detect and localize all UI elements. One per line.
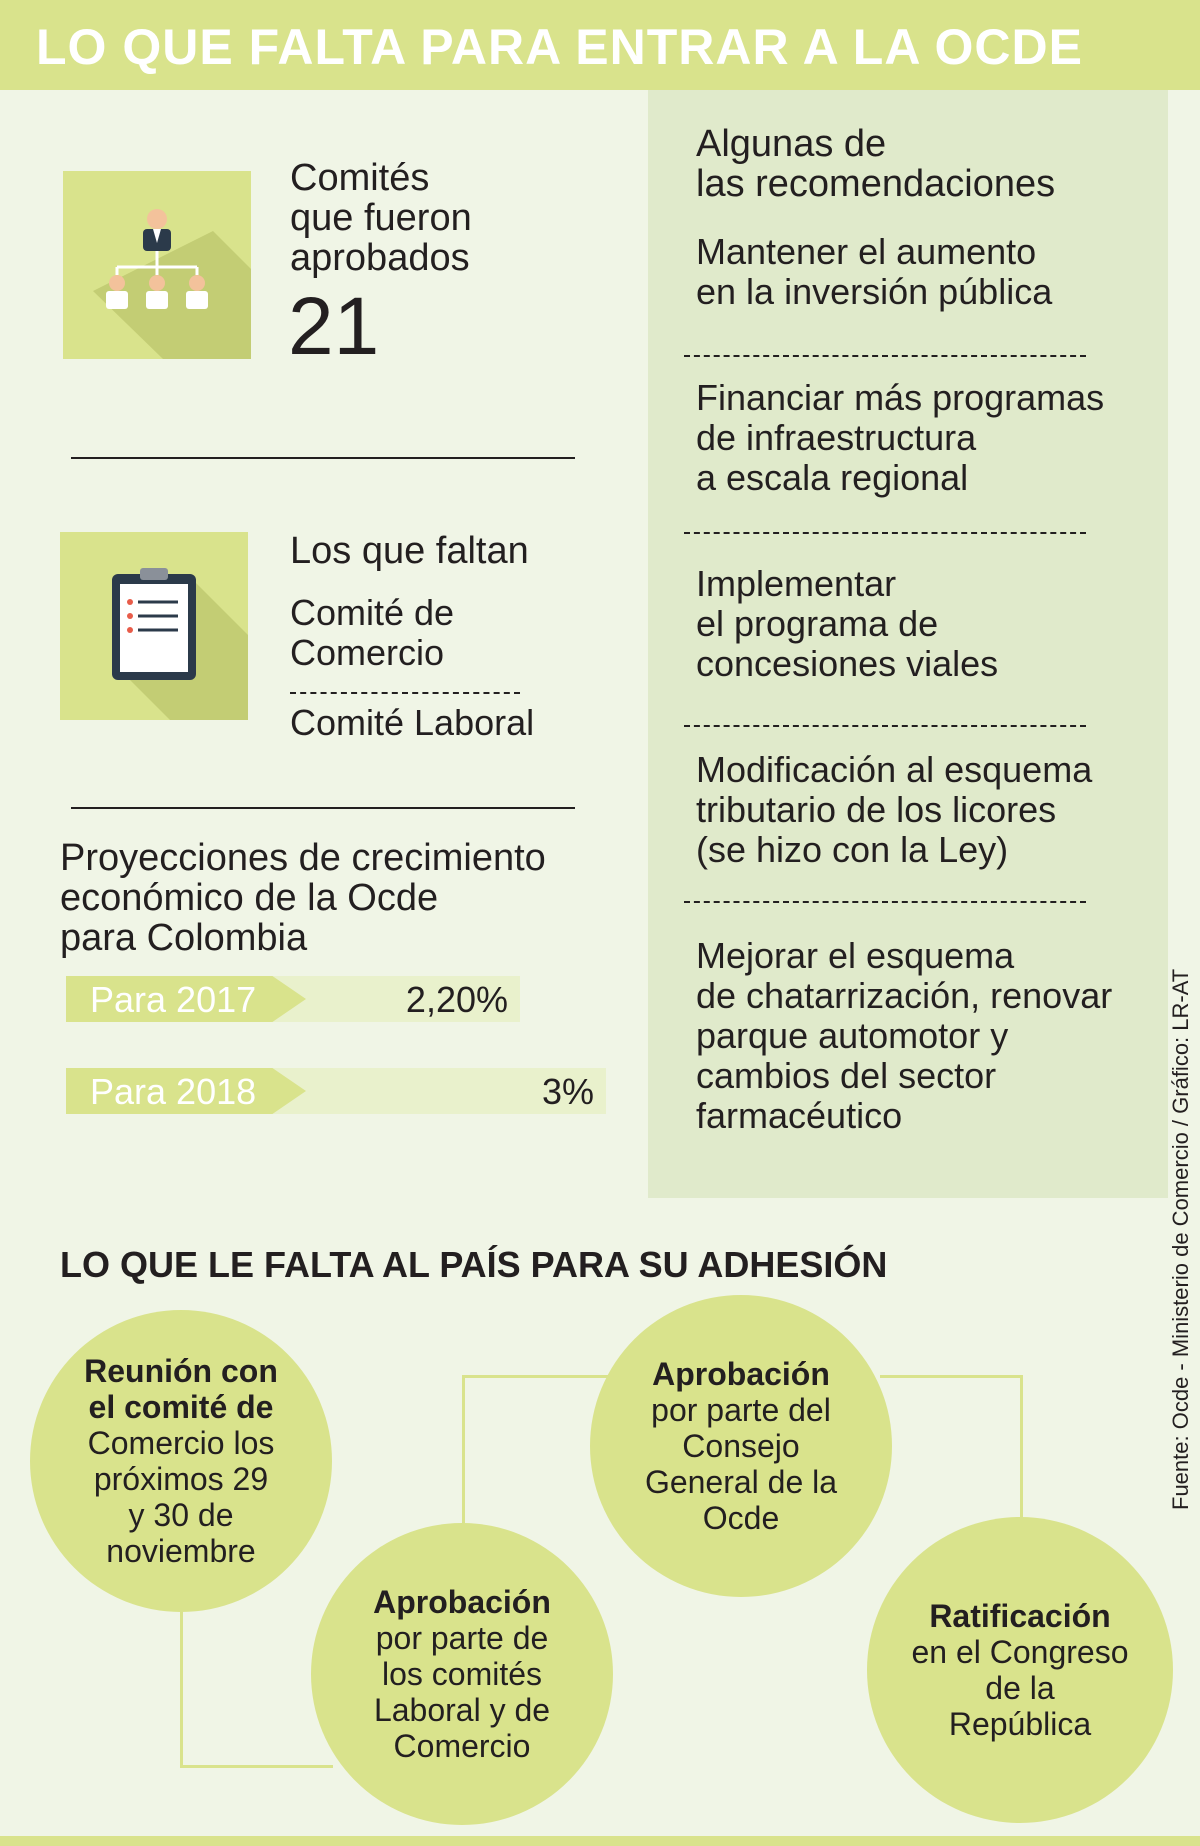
dashed-divider xyxy=(684,725,1086,727)
bottom-band xyxy=(0,1836,1200,1846)
projection-row-2017 xyxy=(66,976,520,1022)
projection-value: 2,20% xyxy=(405,979,508,1020)
recommendation-line: el programa de xyxy=(696,603,939,644)
projections-title-line-1: Proyecciones de crecimiento xyxy=(60,837,546,879)
step-title: Ratificación xyxy=(929,1598,1111,1634)
recommendation-line: Mejorar el esquema xyxy=(696,935,1015,976)
source-credit: Fuente: Ocde - Ministerio de Comercio / Gráfico: LR-AT xyxy=(1168,968,1193,1510)
dashed-divider xyxy=(684,901,1086,903)
missing-item: Comité de xyxy=(290,592,455,633)
approved-label-line-1: Comités xyxy=(290,157,430,199)
recommendation-line: parque automotor y xyxy=(696,1015,1009,1056)
recommendation-line: Mantener el aumento xyxy=(696,231,1037,272)
recommendation-line: de chatarrización, renovar xyxy=(696,975,1113,1016)
step-title: Reunión con el comité de xyxy=(84,1353,278,1425)
recommendation-line: concesiones viales xyxy=(696,643,999,684)
missing-title: Los que faltan xyxy=(290,530,529,572)
adhesion-title: LO QUE LE FALTA AL PAÍS PARA SU ADHESIÓN xyxy=(60,1244,888,1285)
recommendation-line: en la inversión pública xyxy=(696,271,1053,312)
step-text: por parte de los comités Laboral y de Comercio xyxy=(373,1620,551,1764)
step-text: en el Congreso de la República xyxy=(911,1634,1129,1742)
recommendations-title-line-1: Algunas de xyxy=(696,123,887,165)
recommendation-line: Implementar xyxy=(696,563,897,604)
recommendation-line: cambios del sector xyxy=(696,1055,997,1096)
page-title: LO QUE FALTA PARA ENTRAR A LA OCDE xyxy=(36,19,1083,75)
missing-item: Comité Laboral xyxy=(290,702,535,743)
projection-value: 3% xyxy=(541,1071,594,1112)
projections-title-line-2: económico de la Ocde xyxy=(60,877,439,919)
approved-label-line-2: que fueron xyxy=(290,197,472,239)
clipboard-icon xyxy=(60,532,248,720)
dashed-divider xyxy=(290,692,520,694)
missing-item: Comercio xyxy=(290,632,445,673)
org-chart-icon xyxy=(63,171,251,359)
projection-label: Para 2017 xyxy=(90,979,257,1020)
recommendation-line: Modificación al esquema xyxy=(696,749,1093,790)
recommendations-title-line-2: las recomendaciones xyxy=(696,163,1056,205)
step-text: por parte del Consejo General de la Ocde xyxy=(644,1392,838,1536)
recommendation-line: (se hizo con la Ley) xyxy=(696,829,1009,870)
recommendation-line: a escala regional xyxy=(696,457,969,498)
step-text: Comercio los próximos 29 y 30 de noviembre xyxy=(87,1425,275,1569)
adhesion-step-3 xyxy=(590,1295,892,1597)
projection-row-2018 xyxy=(66,1068,606,1114)
approved-count: 21 xyxy=(288,281,380,372)
step-title: Aprobación xyxy=(373,1584,551,1620)
adhesion-step-4 xyxy=(867,1517,1173,1823)
recommendation-line: de infraestructura xyxy=(696,417,977,458)
adhesion-step-2 xyxy=(311,1523,613,1825)
recommendation-line: tributario de los licores xyxy=(696,789,1057,830)
dashed-divider xyxy=(684,355,1086,357)
dashed-divider xyxy=(684,532,1086,534)
divider xyxy=(71,807,575,809)
recommendation-line: farmacéutico xyxy=(696,1095,903,1136)
approved-label-line-3: aprobados xyxy=(290,237,470,279)
step-title: Aprobación xyxy=(652,1356,830,1392)
projections-title-line-3: para Colombia xyxy=(60,917,308,959)
divider xyxy=(71,457,575,459)
recommendation-line: Financiar más programas xyxy=(696,377,1105,418)
projection-label: Para 2018 xyxy=(90,1071,257,1112)
adhesion-step-1 xyxy=(30,1310,332,1612)
connector-line xyxy=(180,1600,333,1768)
